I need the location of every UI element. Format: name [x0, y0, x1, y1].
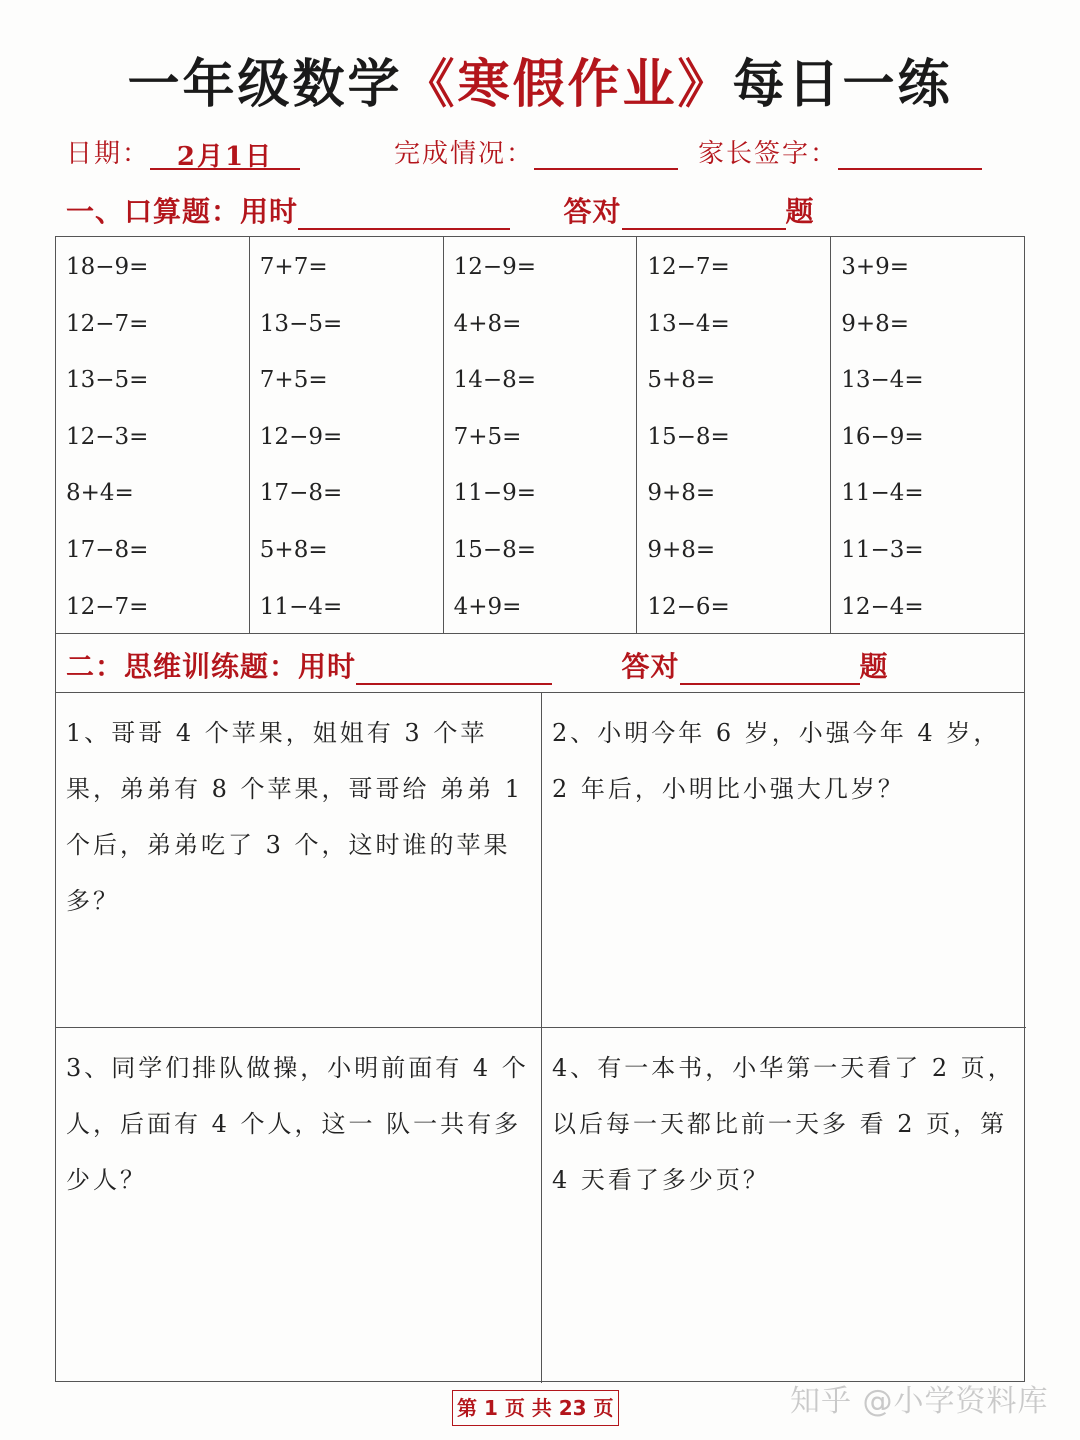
calc-problem[interactable]: 4+8=: [453, 310, 522, 337]
calc-column: [444, 237, 638, 633]
oral-calc-grid: [55, 236, 1025, 634]
section2-label: 二：思维训练题：用时: [66, 650, 357, 683]
calc-problem[interactable]: 11−4=: [259, 593, 343, 620]
thinking-problems-grid: [55, 692, 1025, 1382]
calc-problem[interactable]: 9+8=: [647, 536, 716, 563]
calc-problem[interactable]: 13−4=: [647, 310, 730, 337]
page-number: 第 1 页 共 23 页: [452, 1390, 619, 1426]
section1-label: 一、口算题：用时: [66, 195, 299, 228]
section1-title: [66, 190, 815, 230]
section2-correct-blank[interactable]: [680, 649, 860, 685]
calc-problem[interactable]: 12−7=: [66, 310, 149, 337]
calc-problem[interactable]: 11−9=: [453, 480, 537, 507]
calc-problem[interactable]: 12−7=: [66, 593, 149, 620]
signature-field: [698, 133, 982, 170]
signature-blank[interactable]: [838, 136, 982, 170]
section1-correct-label: 答对: [563, 195, 622, 228]
signature-label: 家长签字：: [698, 139, 839, 169]
calc-problem[interactable]: 9+8=: [647, 480, 716, 507]
date-label: 日期：: [66, 139, 151, 169]
calc-column: [250, 237, 444, 633]
calc-problem[interactable]: 5+8=: [259, 536, 328, 563]
calc-problem[interactable]: 13−4=: [841, 367, 924, 394]
section2-time-blank[interactable]: [356, 649, 552, 685]
section1-correct-blank[interactable]: [622, 194, 786, 230]
completion-field: [394, 133, 678, 170]
title-prefix: 一年级数学: [127, 55, 403, 115]
calc-problem[interactable]: 12−4=: [841, 593, 924, 620]
title-suffix: 每日一练: [732, 55, 953, 115]
info-row: [66, 133, 996, 173]
calc-problem[interactable]: 14−8=: [453, 367, 537, 394]
calc-problem[interactable]: 18−9=: [66, 254, 149, 280]
calc-problem[interactable]: 3+9=: [841, 254, 909, 280]
calc-problem[interactable]: 15−8=: [647, 423, 730, 450]
section2-unit: 题: [859, 650, 889, 683]
calc-problem[interactable]: 7+5=: [259, 367, 328, 394]
calc-problem[interactable]: 16−9=: [841, 423, 924, 450]
calc-problem[interactable]: 12−9=: [453, 254, 537, 280]
calc-problem[interactable]: 12−6=: [647, 593, 730, 620]
calc-problem[interactable]: 17−8=: [259, 480, 343, 507]
calc-problem[interactable]: 8+4=: [66, 480, 134, 507]
calc-problem[interactable]: 12−3=: [66, 423, 149, 450]
completion-blank[interactable]: [534, 136, 678, 170]
date-field: [66, 133, 300, 170]
calc-problem[interactable]: 7+7=: [259, 254, 328, 280]
section1-time-blank[interactable]: [298, 194, 510, 230]
date-value[interactable]: 2月1日: [150, 136, 300, 170]
calc-problem[interactable]: 9+8=: [841, 310, 909, 337]
page-title: [0, 42, 1080, 117]
completion-label: 完成情况：: [394, 139, 535, 169]
title-highlight: 《寒假作业》: [402, 55, 733, 115]
problem-cell-3[interactable]: 3、同学们排队做操，小明前面有 4 个人，后面有 4 个人，这一 队一共有多少人？: [56, 1027, 541, 1383]
calc-problem[interactable]: 11−4=: [841, 480, 924, 507]
problem-cell-1[interactable]: 1、哥哥 4 个苹果，姐姐有 3 个苹果，弟弟有 8 个苹果，哥哥给 弟弟 1 个后，弟弟吃了 3 个，这时谁的苹果多？: [66, 719, 524, 915]
problem-cell-4[interactable]: 4、有一本书，小华第一天看了 2 页，以后每一天都比前一天多 看 2 页，第 4 天看了多少页？: [541, 1027, 1026, 1383]
calc-column: [56, 237, 250, 633]
calc-problem[interactable]: 13−5=: [66, 367, 149, 394]
calc-problem[interactable]: 12−9=: [259, 423, 343, 450]
calc-problem[interactable]: 12−7=: [647, 254, 730, 280]
calc-problem[interactable]: 7+5=: [453, 423, 522, 450]
calc-problem[interactable]: 4+9=: [453, 593, 522, 620]
calc-problem[interactable]: 15−8=: [453, 536, 537, 563]
calc-column: [637, 237, 831, 633]
section1-unit: 题: [785, 195, 815, 228]
calc-problem[interactable]: 5+8=: [647, 367, 716, 394]
calc-problem[interactable]: 11−3=: [841, 536, 924, 563]
calc-problem[interactable]: 13−5=: [259, 310, 343, 337]
section2-title: [66, 645, 889, 685]
section2-correct-label: 答对: [621, 650, 680, 683]
calc-column: [831, 237, 1024, 633]
watermark: 知乎 @小学资料库: [790, 1384, 1049, 1419]
calc-problem[interactable]: 17−8=: [66, 536, 149, 563]
problem-cell-2[interactable]: 2、小明今年 6 岁，小强今年 4 岁，2 年后，小明比小强大几岁？: [541, 693, 1026, 1027]
